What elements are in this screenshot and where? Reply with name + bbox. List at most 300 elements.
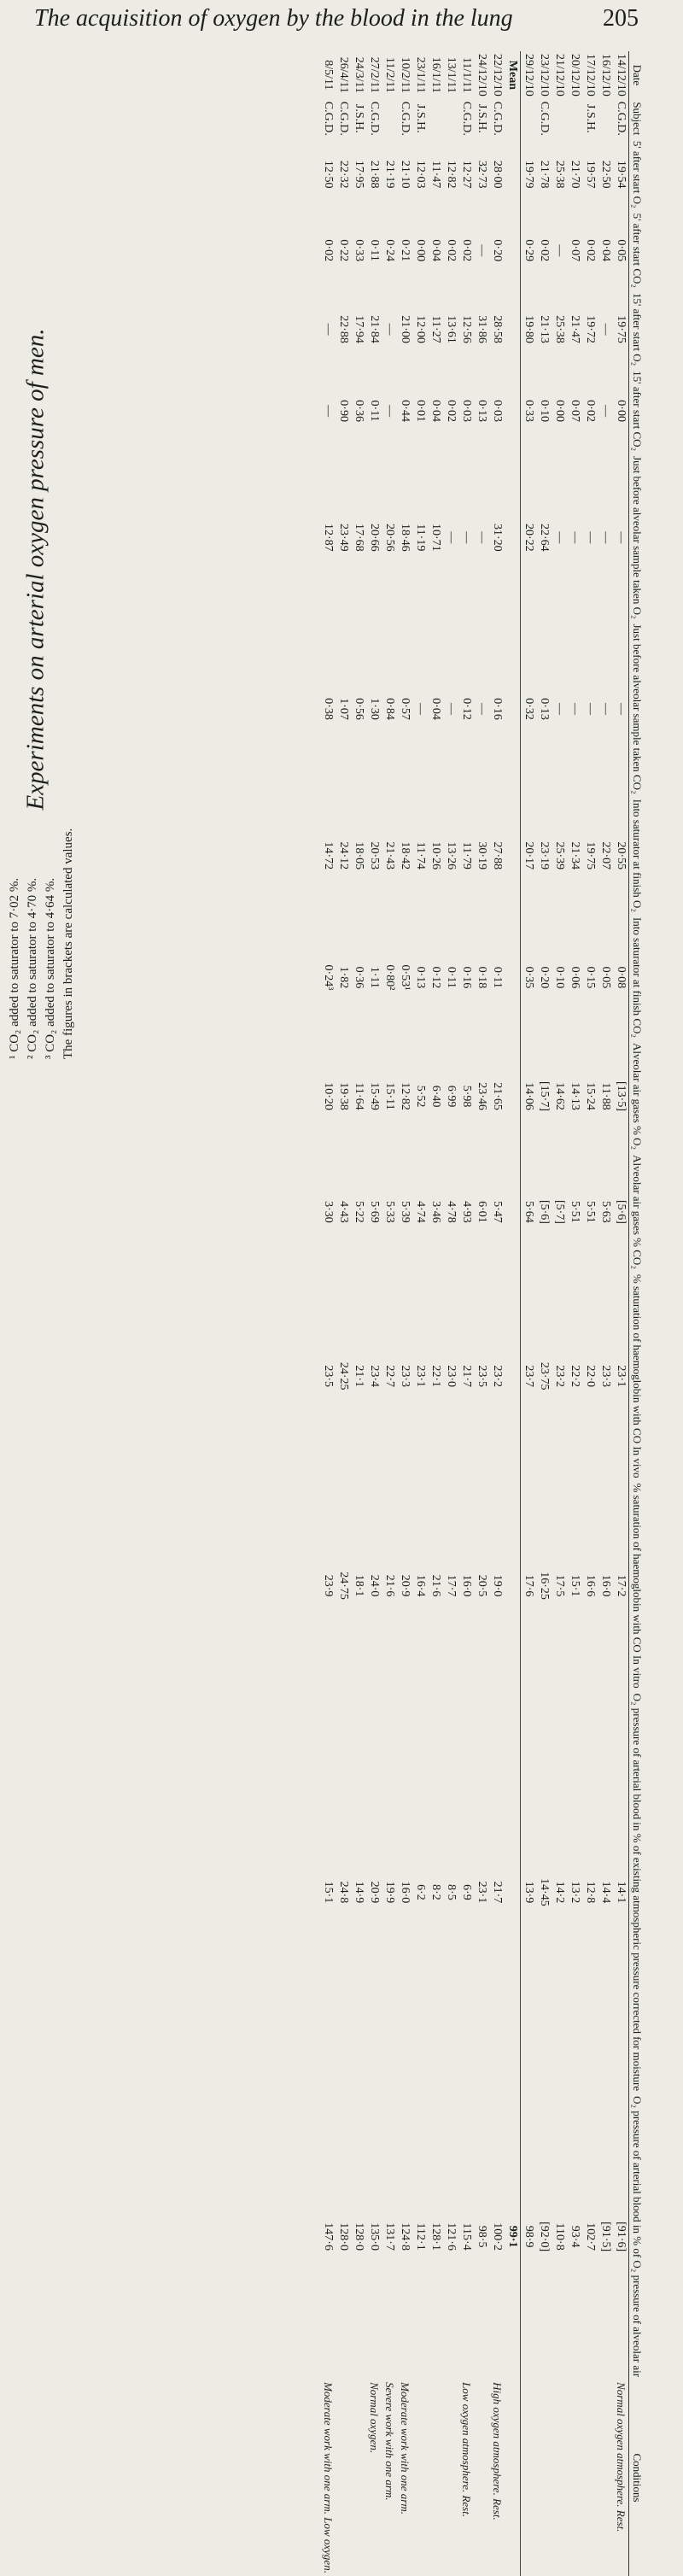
table-cell: 21·6 [429,1574,442,1597]
table-cell: 12·56 [460,315,473,343]
table-row [458,51,474,2576]
conditions-cell [552,2380,567,2576]
table-cell: J.S.H. [476,103,488,133]
table-cell: 28·58 [491,315,504,343]
table-cell: 0·57 [399,698,412,720]
column-header: Alveolar air gases % O₂ [629,1040,645,1152]
table-cell: 14·45 [538,1878,551,1906]
table-cell: 21·78 [538,160,551,189]
table-body [320,51,629,2576]
conditions-cell: Low oxygen atmosphere. Rest. [460,2382,473,2518]
table-cell: 16/12/10 [599,54,612,97]
table-head [629,51,645,2576]
table-cell: 11·27 [429,315,442,343]
table-cell [505,368,521,454]
table-cell: 20·55 [615,841,628,870]
table-cell: 5·63 [599,1201,612,1223]
table-cell: 19·79 [522,160,535,189]
table-cell: 23·5 [322,1365,335,1388]
table-cell: 15·1 [322,1881,335,1904]
conditions-cell [536,2380,552,2576]
table-cell: 20·53 [368,841,381,870]
table-row [613,51,629,2576]
table-cell: 19·0 [491,1574,504,1597]
table-cell: 21·00 [399,315,412,343]
table-cell: 0·04 [599,239,612,262]
table-cell [598,99,613,138]
table-cell: 14·72 [322,841,335,870]
table-cell: 22·0 [584,1365,597,1388]
table-cell [505,290,521,368]
table-cell: 22/12/10 [491,54,504,97]
table-cell: 0·11 [445,966,458,989]
table-cell: 17·94 [353,315,365,343]
table-row [412,51,428,2576]
column-header: Into saturator at finish O₂ [629,797,645,915]
table-cell: 0·12 [429,966,442,989]
table-cell: — [553,531,566,544]
table-cell: 0·00 [553,400,566,422]
table-row [536,51,552,2576]
table-cell: 14·62 [553,1082,566,1110]
table-cell: 22·2 [569,1365,581,1388]
table-cell: 13·9 [522,1881,535,1904]
table-cell: — [445,703,458,716]
table-cell: 102·7 [584,2222,597,2251]
table-cell: 22·50 [599,160,612,189]
table-cell: 8/5/11 [322,60,335,91]
table-cell: — [476,531,488,544]
table-cell: C.G.D. [460,101,473,136]
conditions-cell [505,2380,521,2576]
table-cell: 21·70 [569,160,581,189]
table-cell: 24·8 [337,1881,350,1904]
table-cell: 0·02 [445,400,458,422]
table-cell: 10·71 [429,523,442,552]
table-cell: [91·6] [615,2222,628,2252]
table-cell: 0·53¹ [399,964,412,991]
table-row [567,51,582,2576]
conditions-cell: Normal oxygen atmosphere. Rest. [615,2382,628,2532]
table-cell: 0·35 [522,966,535,989]
mean-row [505,51,521,2576]
table-cell: 19·80 [522,315,535,343]
table-title: Experiments on arterial oxygen pressure of men. [21,328,50,811]
table-cell: [92·0] [538,2222,551,2252]
table-cell: [5·6] [538,1199,551,1224]
table-cell: 98·9 [522,2225,535,2248]
table-cell: 15·24 [584,1082,597,1110]
table-cell: 0·00 [615,400,628,422]
conditions-cell [351,2380,366,2576]
table-cell: 21/12/10 [553,54,566,97]
header-row [629,51,645,2576]
table-cell: 0·00 [414,239,427,262]
table-cell: 0·02 [584,239,597,262]
table-row [320,51,336,2576]
table-cell: 147·6 [322,2222,335,2251]
footnote-note: The figures in brackets are calculated values. [61,828,75,1059]
table-cell [567,99,582,138]
table-cell: 4·93 [460,1201,473,1223]
table-cell: — [476,244,488,257]
table-cell: 14·4 [599,1881,612,1904]
table-cell: 23·7 [522,1365,535,1388]
table-cell [505,138,521,211]
table-cell: [13·5] [615,1081,628,1112]
table-cell: 11·47 [429,161,442,189]
table-cell: 17·95 [353,160,365,189]
table-cell: 16·0 [460,1574,473,1597]
table-row [336,51,351,2576]
table-cell: 11·64 [353,1082,365,1110]
table-cell: 5·22 [353,1201,365,1223]
table-cell: 21·84 [368,315,381,343]
column-header: Just before alveolar sample taken O₂ [629,454,645,621]
table-cell: Mean [505,51,521,99]
table-cell: 12·82 [399,1082,412,1110]
table-cell: 3·46 [429,1201,442,1223]
table-cell: 23·4 [368,1365,381,1388]
table-cell: 0·22 [337,239,350,262]
table-cell: 20/12/10 [569,54,581,97]
table-cell: — [322,323,335,336]
table-cell: 23·2 [553,1365,566,1388]
table-cell: 128·0 [353,2222,365,2251]
table-cell: 28·00 [491,160,504,189]
table-cell: 22·1 [429,1365,442,1388]
table-cell: 0·05 [615,239,628,262]
table-cell: 0·12 [460,698,473,720]
table-cell: 11/2/11 [383,57,396,93]
table-cell: 21·7 [491,1881,504,1904]
table-cell: — [445,531,458,544]
table-row [397,51,412,2576]
table-cell: 21·10 [399,160,412,189]
table-cell: 26/4/11 [337,56,350,94]
table-cell: — [383,405,396,418]
conditions-cell [598,2380,613,2576]
table-cell: 6·99 [445,1085,458,1108]
table-cell: 0·90 [337,400,350,422]
table-cell: 23·9 [322,1574,335,1597]
conditions-cell [336,2380,351,2576]
table-cell: 0·04 [429,698,442,720]
column-header: % saturation of haemoglobin with CO In vitro [629,1481,645,1691]
table-cell: — [599,531,612,544]
table-cell: 27·88 [491,841,504,870]
table-cell: 27/2/11 [368,56,381,94]
table-cell: 29/12/10 [522,54,535,97]
table-cell: 20·66 [368,523,381,552]
table-cell: 0·21 [399,239,412,262]
table-cell: 0·03 [491,400,504,422]
table-cell: — [615,703,628,716]
table-cell: 30·19 [476,841,488,870]
page-number: 205 [603,5,639,32]
table-cell: 0·13 [414,966,427,989]
table-cell: 0·04 [429,239,442,262]
table-cell: 23·3 [399,1365,412,1388]
column-header: Into saturator at finish CO₂ [629,915,645,1040]
table-cell: 21·34 [569,841,581,870]
table-cell: 0·07 [569,239,581,262]
table-cell: — [553,703,566,716]
table-cell: 5·47 [491,1201,504,1223]
table-cell: 24/3/11 [353,56,365,94]
table-cell: 22·64 [538,523,551,552]
table-cell [382,99,397,138]
table-cell: 4·74 [414,1201,427,1223]
table-cell: 121·6 [445,2222,458,2251]
table-cell: 18·42 [399,841,412,870]
table-cell: 23·1 [476,1881,488,1904]
conditions-cell: High oxygen atmosphere. Rest. [491,2382,504,2520]
table-cell: 16/1/11 [429,56,442,94]
table-cell: 23·3 [599,1365,612,1388]
table-cell: 0·01 [414,400,427,422]
table-cell: — [322,405,335,418]
table-cell: 112·1 [414,2222,427,2251]
conditions-cell: Moderate work with one arm. Low oxygen. [322,2382,335,2573]
table-cell: 0·20 [491,239,504,262]
table-cell: 14·9 [353,1881,365,1904]
table-row [366,51,382,2576]
table-cell: 12·87 [322,523,335,552]
table-cell: 135·0 [368,2222,381,2251]
table-cell [505,1152,521,1272]
data-table-wrapper [81,34,662,2573]
table-cell [505,1040,521,1152]
table-row [474,51,489,2576]
table-cell: 0·56 [353,698,365,720]
table-cell: 6·01 [476,1201,488,1223]
table-cell: 17·6 [522,1574,535,1597]
table-cell: 12·27 [460,160,473,189]
table-cell: 18·1 [353,1574,365,1597]
column-header: 5' after start O₂ [629,138,645,211]
table-cell: C.G.D. [368,101,381,136]
table-cell: 20·17 [522,841,535,870]
table-cell: J.S.H. [414,103,427,133]
table-cell: 128·0 [337,2222,350,2251]
table-cell [521,99,537,138]
table-cell: 0·02 [445,239,458,262]
table-cell: 5·51 [569,1201,581,1223]
table-cell: 22·07 [599,841,612,870]
table-cell: 10/2/11 [399,56,412,94]
table-cell: 19·75 [584,841,597,870]
table-cell: 24·0 [368,1574,381,1597]
table-cell: 5·64 [522,1201,535,1223]
conditions-cell: Moderate work with one arm. [399,2382,412,2515]
table-cell: — [569,703,581,716]
column-header: Just before alveolar sample taken CO₂ [629,622,645,797]
table-cell: 20·22 [522,523,535,552]
table-cell: 24·75 [337,1572,350,1600]
footnote-3: ³ CO₂ added to saturator to 4·64 %. [44,877,57,1059]
running-head: The acquisition of oxygen by the blood in the lung [34,5,513,32]
table-cell: 31·86 [476,315,488,343]
table-cell: 24·25 [337,1361,350,1390]
table-cell [505,915,521,1040]
table-cell: — [615,531,628,544]
table-cell: 21·1 [353,1365,365,1388]
table-cell: 14/12/10 [615,54,628,97]
table-cell: 20·5 [476,1574,488,1597]
table-cell: [5·7] [553,1199,566,1224]
conditions-cell [582,2380,598,2576]
table-cell: 1·11 [368,966,381,989]
table-cell: 0·16 [491,698,504,720]
table-cell: 0·02 [538,239,551,262]
table-cell: 1·07 [337,698,350,720]
table-cell: 0·24³ [322,964,335,991]
table-cell: 21·6 [383,1574,396,1597]
table-cell: 23/1/11 [414,56,427,94]
table-cell: 22·88 [337,315,350,343]
table-cell: 0·10 [553,966,566,989]
table-cell: 0·33 [353,239,365,262]
table-cell: 14·06 [522,1082,535,1110]
table-cell: 22·7 [383,1365,396,1388]
table-cell: 115·4 [460,2222,473,2251]
table-cell: 4·43 [337,1201,350,1223]
table-cell: 13/1/11 [445,56,458,94]
table-cell: 23·1 [615,1365,628,1388]
table-cell: 17/12/10 [584,54,597,97]
table-cell: 98·5 [476,2225,488,2248]
table-cell: — [599,405,612,418]
table-cell: 19·38 [337,1082,350,1110]
table-cell: 0·29 [522,239,535,262]
table-cell: — [584,531,597,544]
table-cell [428,99,443,138]
column-header: Alveolar air gases % CO₂ [629,1152,645,1272]
conditions-cell: Severe work with one arm. [383,2382,396,2501]
table-cell: 25·39 [553,841,566,870]
table-cell: 16·0 [599,1574,612,1597]
table-cell: 23·19 [538,841,551,870]
table-cell: — [460,531,473,544]
table-cell: 6·2 [414,1884,427,1900]
table-cell: 0·80² [383,964,396,991]
table-cell: 5·98 [460,1085,473,1108]
table-cell: 18·46 [399,523,412,552]
table-cell [505,1272,521,1481]
footnote-1: ¹ CO₂ added to saturator to 7·02 %. [8,877,21,1059]
table-cell: 5·51 [584,1201,597,1223]
table-row [428,51,443,2576]
table-cell: 21·19 [383,160,396,189]
table-cell: 15·1 [569,1574,581,1597]
table-cell: 0·08 [615,966,628,989]
table-cell: 0·16 [460,966,473,989]
table-cell: 110·8 [553,2222,566,2251]
table-cell [505,211,521,290]
table-cell: 3·30 [322,1201,335,1223]
table-cell: 0·15 [584,966,597,989]
table-cell: J.S.H. [353,103,365,133]
table-cell: — [599,323,612,336]
table-cell: 8·2 [429,1884,442,1900]
table-cell: 0·13 [476,400,488,422]
table-cell: 21·7 [460,1365,473,1388]
table-cell: — [584,703,597,716]
column-header: 5' after start CO₂ [629,211,645,290]
table-cell: 15·11 [383,1082,396,1110]
table-cell: 21·43 [383,841,396,870]
table-cell: 1·30 [368,698,381,720]
table-cell: 20·9 [399,1574,412,1597]
table-cell: 23·46 [476,1082,488,1110]
table-cell: 0·33 [522,400,535,422]
conditions-cell [412,2380,428,2576]
table-row [582,51,598,2576]
column-header: O₂ pressure of arterial blood in % of O₂ pressure of alveolar air [629,2093,645,2380]
table-cell: 4·78 [445,1201,458,1223]
table-cell [505,622,521,797]
table-row [552,51,567,2576]
table-cell: 21·65 [491,1082,504,1110]
table-cell: — [414,703,427,716]
conditions-cell: Normal oxygen. [368,2382,381,2454]
table-cell: — [476,703,488,716]
table-cell: 31·20 [491,523,504,552]
table-cell: 0·36 [353,400,365,422]
table-cell: 12·8 [584,1881,597,1904]
table-cell: 16·25 [538,1572,551,1600]
table-cell: 0·10 [538,400,551,422]
column-header: Conditions [629,2380,645,2576]
table-cell: C.G.D. [399,101,412,136]
table-cell [505,797,521,915]
table-cell: 16·6 [584,1574,597,1597]
table-cell: 0·06 [569,966,581,989]
table-cell: 17·2 [615,1574,628,1597]
footnote-2: ² CO₂ added to saturator to 4·70 %. [26,877,39,1059]
table-cell: 8·5 [445,1884,458,1900]
table-cell: 23·1 [414,1365,427,1388]
table-cell: 0·04 [429,400,442,422]
table-cell: 23·49 [337,523,350,552]
table-cell: 23·2 [491,1365,504,1388]
footnotes [0,34,77,1076]
table-cell: 5·52 [414,1085,427,1108]
conditions-cell [474,2380,489,2576]
table-cell: 5·39 [399,1201,412,1223]
table-cell: 0·84 [383,698,396,720]
table-cell: 0·02 [584,400,597,422]
conditions-cell [521,2380,537,2576]
table-row [443,51,458,2576]
table-cell: [91·5] [599,2222,612,2252]
table-cell: 12·03 [414,160,427,189]
table-cell: [15·7] [538,1081,551,1112]
data-table-rotated [98,51,645,2573]
table-cell: — [569,531,581,544]
table-cell: 0·11 [368,239,381,261]
conditions-cell [443,2380,458,2576]
table-cell: C.G.D. [337,101,350,136]
table-cell: 131·7 [383,2222,396,2251]
table-cell: 0·18 [476,966,488,989]
conditions-cell [428,2380,443,2576]
table-cell: 93·4 [569,2225,581,2248]
table-row [351,51,366,2576]
table-cell: 19·9 [383,1881,396,1904]
table-cell: 12·82 [445,160,458,189]
